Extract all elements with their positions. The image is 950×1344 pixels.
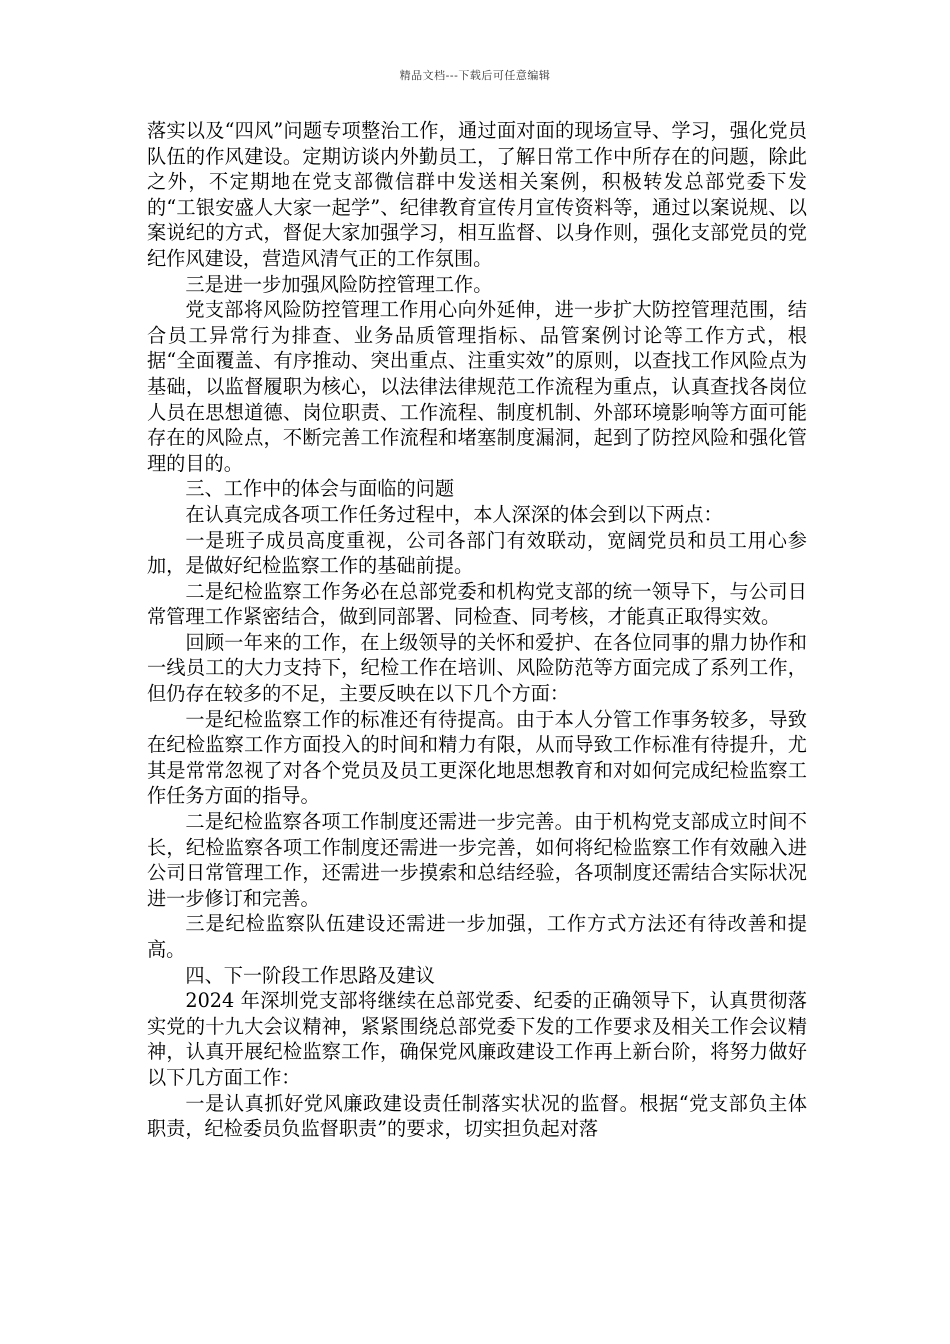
paragraph: 落实以及“四风”问题专项整治工作，通过面对面的现场宣导、学习，强化党员队伍的作风建设。定期访谈内外勤员工，了解日常工作中所存在的问题，除此之外，不定期地在党支部微信群中发送相关案例，积极转发总部党委下发的“工银安盛人大家一起学”、纪律教育宣传月宣传资料等，通过以案说规、以案说纪的方式，督促大家加强学习，相互监督、以身作则，强化支部党员的党纪作风建设，营造风清气正的工作氛围。 bbox=[147, 119, 807, 270]
document-body bbox=[147, 118, 807, 1142]
section-heading: 四、下一阶段工作思路及建议 bbox=[185, 963, 435, 987]
paragraph: 一是认真抓好党风廉政建设责任制落实状况的监督。根据“党支部负主体职责，纪检委员负监督职责”的要求，切实担负起对落 bbox=[147, 1091, 807, 1141]
paragraph: 2024 年深圳党支部将继续在总部党委、纪委的正确领导下，认真贯彻落实党的十九大会议精神，紧紧围绕总部党委下发的工作要求及相关工作会议精神，认真开展纪检监察工作，确保党风廉政建设工作再上新台阶，将努力做好以下几方面工作： bbox=[147, 989, 807, 1089]
page-header: 精品文档---下载后可任意编辑 bbox=[399, 69, 551, 82]
paragraph: 在认真完成各项工作任务过程中，本人深深的体会到以下两点： bbox=[185, 502, 723, 526]
paragraph: 一是班子成员高度重视，公司各部门有效联动，宽阔党员和员工用心参加，是做好纪检监察工作的基础前提。 bbox=[147, 528, 807, 578]
section-heading: 三、工作中的体会与面临的问题 bbox=[185, 477, 455, 501]
paragraph: 一是纪检监察工作的标准还有待提高。由于本人分管工作事务较多，导致在纪检监察工作方面投入的时间和精力有限，从而导致工作标准有待提升，尤其是常常忽视了对各个党员及员工更深化地思想教育和对如何完成纪检监察工作任务方面的指导。 bbox=[147, 707, 807, 808]
paragraph: 三是纪检监察队伍建设还需进一步加强，工作方式方法还有待改善和提高。 bbox=[147, 912, 807, 961]
paragraph: 党支部将风险防控管理工作用心向外延伸，进一步扩大防控管理范围，结合员工异常行为排查、业务品质管理指标、品管案例讨论等工作方式，根据“全面覆盖、有序推动、突出重点、注重实效”的原则，以查找工作风险点为基础，以监督履职为核心，以法律法律规范工作流程为重点，认真查找各岗位人员在思想道德、岗位职责、工作流程、制度机制、外部环境影响等方面可能存在的风险点，不断完善工作流程和堵塞制度漏洞，起到了防控风险和强化管理的目的。 bbox=[147, 298, 807, 475]
paragraph: 二是纪检监察工作务必在总部党委和机构党支部的统一领导下，与公司日常管理工作紧密结合，做到同部署、同检查、同考核，才能真正取得实效。 bbox=[147, 579, 807, 629]
paragraph: 回顾一年来的工作，在上级领导的关怀和爱护、在各位同事的鼎力协作和一线员工的大力支持下，纪检工作在培训、风险防范等方面完成了系列工作，但仍存在较多的不足，主要反映在以下几个方面： bbox=[147, 630, 807, 706]
paragraph: 二是纪检监察各项工作制度还需进一步完善。由于机构党支部成立时间不长，纪检监察各项工作制度还需进一步完善，如何将纪检监察工作有效融入进公司日常管理工作，还需进一步摸索和总结经验，各项制度还需结合实际状况进一步修订和完善。 bbox=[147, 810, 807, 910]
paragraph: 三是进一步加强风险防控管理工作。 bbox=[185, 272, 493, 296]
